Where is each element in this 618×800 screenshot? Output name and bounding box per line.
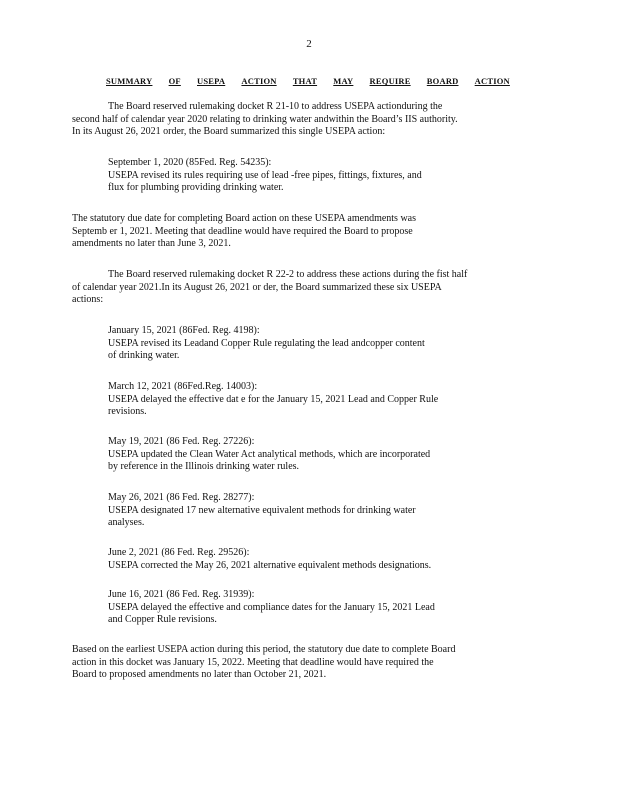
paragraph-due-date-r21-10	[72, 213, 492, 251]
paragraph-line: Septemb er 1, 2021. Meeting that deadline would have required the Board to propose	[72, 225, 413, 237]
usepa-action-entry	[108, 157, 508, 195]
usepa-action-entry	[108, 547, 508, 572]
paragraph-due-date-r22-2	[72, 644, 542, 682]
paragraph-line: The statutory due date for completing Board action on these USEPA amendments was	[72, 213, 417, 224]
action-date: June 16, 2021 (86 Fed. Reg. 31939):	[108, 589, 255, 600]
heading-word: ACTION	[241, 76, 277, 86]
action-date: May 19, 2021 (86 Fed. Reg. 27226):	[108, 436, 255, 447]
paragraph-line: In its August 26, 2021 order, the Board summarized this single USEPA action:	[72, 126, 386, 137]
action-description-line: USEPA delayed the effective dat e for the January 15, 2021 Lead and Copper Rule	[108, 393, 439, 405]
heading-word: USEPA	[197, 76, 226, 86]
heading-word: THAT	[292, 76, 318, 86]
heading-word: REQUIRE	[369, 76, 411, 86]
action-description-line: USEPA revised its Leadand Copper Rule regulating the lead andcopper content	[108, 337, 425, 349]
paragraph-line: of calendar year 2021.In its August 26, 2021 or der, the Board summarized these six USEPA	[72, 281, 442, 293]
action-description-line: and Copper Rule revisions.	[108, 614, 217, 625]
action-description-line: USEPA corrected the May 26, 2021 alternative equivalent methods designations.	[108, 559, 432, 571]
action-date: January 15, 2021 (86Fed. Reg. 4198):	[108, 325, 260, 336]
paragraph-line: second half of calendar year 2020 relating to drinking water andwithin the Board’s IIS authority.	[72, 113, 458, 125]
action-description-line: USEPA updated the Clean Water Act analytical methods, which are incorporated	[108, 448, 431, 460]
action-description-line: flux for plumbing providing drinking water.	[108, 182, 284, 193]
paragraph-line: Based on the earliest USEPA action during this period, the statutory due date to complete Board	[72, 644, 456, 655]
paragraph-line: Board to proposed amendments no later than October 21, 2021.	[72, 669, 327, 680]
action-description-line: USEPA delayed the effective and compliance dates for the January 15, 2021 Lead	[108, 601, 435, 613]
paragraph-line: action in this docket was January 15, 2022. Meeting that deadline would have required the	[72, 656, 434, 668]
paragraph-line: The Board reserved rulemaking docket R 22-2 to address these actions during the fist half	[108, 269, 468, 280]
action-date: March 12, 2021 (86Fed.Reg. 14003):	[108, 381, 258, 392]
usepa-action-entry	[108, 325, 508, 363]
usepa-action-entry	[108, 589, 508, 627]
action-description-line: of drinking water.	[108, 350, 180, 361]
heading-word: BOARD	[426, 76, 459, 86]
paragraph-line: The Board reserved rulemaking docket R 21-10 to address USEPA actionduring the	[108, 101, 443, 112]
paragraph-line: amendments no later than June 3, 2021.	[72, 238, 231, 249]
action-description-line: analyses.	[108, 517, 145, 528]
usepa-action-entry	[108, 436, 508, 474]
heading-word: MAY	[333, 76, 354, 86]
paragraph-line: actions:	[72, 294, 104, 305]
action-description-line: by reference in the Illinois drinking water rules.	[108, 461, 300, 472]
action-date: September 1, 2020 (85Fed. Reg. 54235):	[108, 157, 272, 168]
action-description-line: revisions.	[108, 406, 147, 417]
action-date: June 2, 2021 (86 Fed. Reg. 29526):	[108, 547, 250, 558]
action-description-line: USEPA revised its rules requiring use of lead -free pipes, fittings, fixtures, and	[108, 169, 422, 181]
heading-word: SUMMARY	[106, 76, 153, 86]
heading-word: OF	[168, 76, 181, 86]
page-number: 2	[306, 38, 312, 50]
action-description-line: USEPA designated 17 new alternative equivalent methods for drinking water	[108, 504, 416, 516]
heading-word: ACTION	[474, 76, 510, 86]
action-date: May 26, 2021 (86 Fed. Reg. 28277):	[108, 492, 255, 503]
usepa-action-entry	[108, 381, 508, 419]
paragraph-docket-r22-2	[72, 269, 542, 307]
usepa-action-entry	[108, 492, 508, 530]
section-heading	[106, 75, 510, 88]
paragraph-docket-r21-10	[72, 101, 532, 139]
